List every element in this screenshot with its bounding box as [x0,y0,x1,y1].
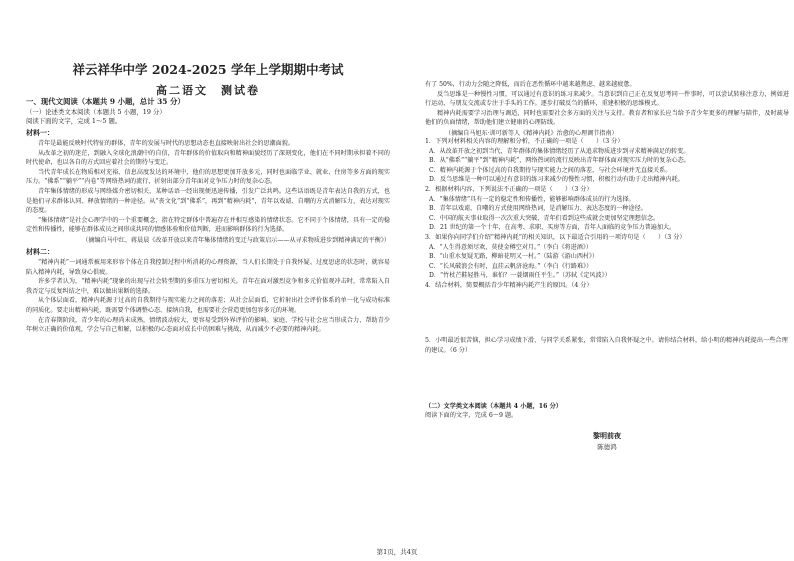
passage-author: 陈德鸿 [597,442,617,451]
exam-title: 祥云祥华中学 2024-2025 学年上学期期中考试 [72,62,344,77]
subsection-heading: （一）论述类文本阅读（本题共 5 小题，19 分） [26,108,166,116]
instruction: 阅读下面的文字，完成 1～5 题。 [26,117,122,125]
paragraph: 当代青年成长在物质相对充裕、信息高度发达的环境中，他们的思想更加开放多元，同时也面临学业、就业、住房等多方面的现实压力。“佛系”“躺平”“内卷”等网络热词的流行，折射出部分青年面对竞争压力时的复杂心态。 [26,168,390,186]
exam-subtitle: 高二语文 测试卷 [156,84,260,97]
subsection-heading: （二）文学类文本阅读（本题共 4 小题，16 分） [425,402,562,410]
citation: （摘编自马中红、蒋晨晨《改革开放以来青年集体情绪的变迁与政策启示——从寻求物质进步到精神满足的平衡》） [82,236,390,244]
paragraph: 许多学者认为，“精神内耗”现象的出现与社会转型期的多重压力密切相关。青年在面对激烈竞争和多元价值观冲击时，常常陷入自我否定与反复纠结之中，难以做出果断的选择。 [26,278,390,295]
paragraph: 精神内耗需要学习治理与调适，同时也需要社会多方面的关注与支持。教育者和家长应当给予青少年更多的理解与陪伴，及时疏导他们的负面情绪，帮助他们建立健康的心理防线。 [425,109,789,127]
option: D．“竹杖芒鞋轻胜马，谁怕？一蓑烟雨任平生。”（苏轼《定风波》） [429,272,611,280]
option: C．精神内耗源于个体过高的自我期待与现实能力之间的落差，与社会环境并无直接关系。 [429,166,672,174]
option: A．“集体情绪”具有一定的稳定性和传播性，能够影响群体成员的行为选择。 [429,195,635,203]
option: B．“山重水复疑无路，柳暗花明又一村。”（陆游《游山西村》） [429,253,599,261]
paragraph: 从个体层面看，精神内耗源于过高的自我期待与现实能力之间的落差；从社会层面看，它折射出社会评价体系的单一化与成功标准的同质化。要走出精神内耗，既需要个体调整心态、接纳自我，也需要社会营造更加包容多元的环境。 [26,297,390,314]
passage-title: 黎明前夜 [593,430,621,440]
question-1: 1．下列对材料相关内容的理解和分析，不正确的一项是（ ）（3 分） [425,137,624,145]
option: D．21 世纪的第一个十年，在高考、求职、买房等方面，青年人面临的竞争压力普遍加大。 [429,224,676,232]
option: D．反刍思维是一种可以通过有意识的练习来减少的慢性习惯，积极行动有助于走出精神内耗。 [429,176,684,184]
paragraph: 反刍思维是一种慢性习惯，可以通过有意识的练习来减少。当意识到自己正在反复思考同一件事时，可以尝试转移注意力，例如进行运动、与朋友交流或专注于手头的工作。逐步打破反刍的循环，重建积极的思维模式。 [425,90,789,108]
paragraph: “集体情绪”是社会心理学中的一个重要概念，指在特定群体中普遍存在并相互感染的情绪状态。它不同于个体情绪，具有一定的稳定性和传播性，能够在群体成员之间形成共同的情感体验和价值判断，进而影响群体的行为选择。 [26,216,390,234]
question-2: 2．根据材料内容，下列说法不正确的一项是（ ）（3 分） [425,185,593,193]
answer-space [425,356,789,402]
page-number: 第1页，共4页 [376,548,418,556]
paragraph: “精神内耗”一词通常被用来形容个体在自我控制过程中所消耗的心理资源，当人们长期处于自我怀疑、过度思虑的状态时，就容易陷入精神内耗，导致身心俱疲。 [26,258,390,276]
answer-space [425,290,789,336]
paragraph: 青年是最能反映时代特征的群体，青年的发展与时代的思想动态也直接映射出社会的思潮面貌。 [38,140,294,147]
right-column [425,80,789,451]
option: B．青年以戏谑、自嘲的方式使用网络热词，是消解压力、表达态度的一种途径。 [429,205,647,213]
material-label: 材料二： [26,246,54,256]
section-heading: 一、现代文阅读（本题共 9 小题，总计 35 分） [26,97,185,106]
question-3: 3．如果你向同学们介绍“精神内耗”的相关知识，以下最适合引用的一项诗句是（ ）（3 分） [425,233,686,241]
paragraph: 青年集体情绪的形成与网络媒介密切相关，某种话语一经出现便迅速传播，引发广泛共鸣。这些话语既是青年表达自我的方式，也是他们寻求群体认同、释放情绪的一种途径。从“丧文化”到“佛系”，再到“精神内耗”，青年以戏谑、自嘲的方式消解压力，表达对现实的态度。 [26,187,390,215]
option: A．“人生得意须尽欢，莫使金樽空对月。”（李白《将进酒》） [429,243,592,251]
paragraph: 有了 50%，行动力会随之降低，而后在恶性循环中越来越焦虑、越来越疲惫。 [425,81,636,88]
option: A．从改革开放之初到当代，青年群体的集体情绪经历了从追求物质进步到寻求精神满足的转变。 [429,147,690,155]
paragraph: 从改革之初的迷茫，到融入全球化浪潮中的自信，青年群体的价值取向和精神面貌经历了深刻变化，他们在不同时期承担着不同的时代使命，也以各自的方式回应着社会的期待与变迁。 [26,149,390,167]
material-label: 材料一： [26,128,54,137]
left-column [26,96,390,335]
question-5: 5．小明最近很苦恼，担心学习成绩下滑、与同学关系紧张，常常陷入自我怀疑之中。请你结合材料，给小明的精神内耗提出一些合理的建议。（6 分） [425,337,788,355]
option: B．从“佛系”“躺平”到“精神内耗”，网络热词的流行反映出青年群体面对现实压力时的复杂心态。 [429,157,690,165]
paragraph: 在青春期阶段，青少年的心理尚未成熟，情绪波动较大，更容易受到外界评价的影响。家庭、学校与社会应当形成合力，帮助青少年树立正确的价值观，学会与自己和解，以积极的心态面对成长中的困难与挑战，从而减少不必要的精神内耗。 [26,316,390,334]
option: C．“长风破浪会有时，直挂云帆济沧海。”（李白《行路难》） [429,262,593,270]
option: C．中国的航天事业取得一次次重大突破，青年们看到这些成就会更加坚定理想信念。 [429,214,660,222]
question-4: 4．结合材料，简要概括青少年精神内耗产生的原因。（4 分） [425,281,593,289]
instruction: 阅读下面的文字，完成 6～9 题。 [425,412,518,420]
citation: （摘编自马旭东·训可新等人《精神内耗》治愈的心理调节指南） [445,129,618,137]
